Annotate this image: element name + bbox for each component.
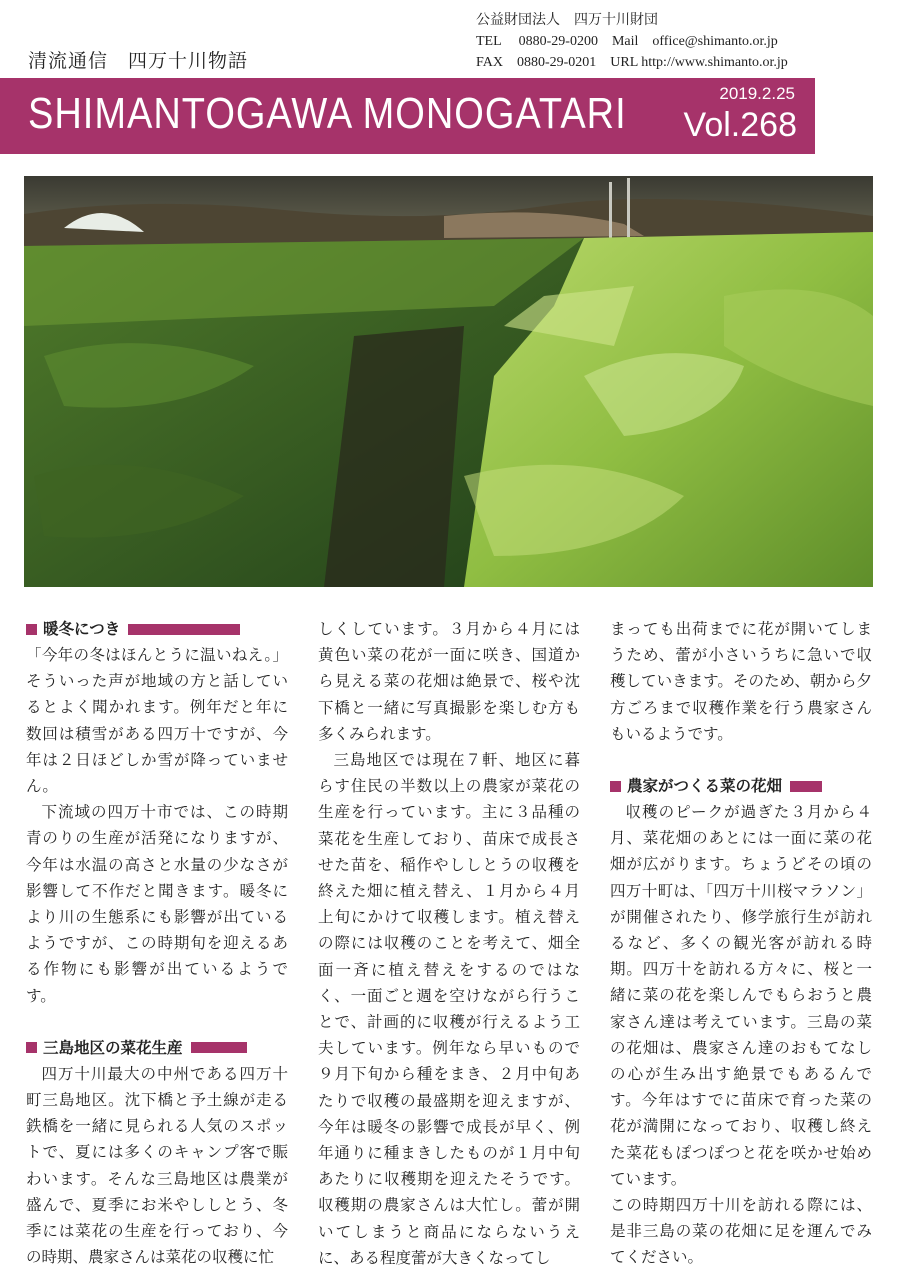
section-heading	[26, 616, 288, 642]
paragraph: 下流域の四万十市では、この時期青のりの生産が活発になりますが、今年は水温の高さと水量の少なさが影響して不作だと聞きます。暖冬により川の生態系にも影響が出ているようですが、この時期旬を迎えるある作物にも影響が出ているようです。	[26, 803, 288, 1005]
heading-text: 暖冬につき	[43, 619, 121, 638]
paragraph: しくしています。３月から４月には黄色い菜の花が一面に咲き、国道から見える菜の花畑は絶景で、桜や沈下橋と一緒に写真撮影を楽しむ方も多くみられます。	[318, 620, 580, 743]
paragraph: この時期四万十川を訪れる際には、是非三島の菜の花畑に足を運んでみてください。	[610, 1196, 872, 1267]
series-title: 清流通信 四万十川物語	[28, 50, 249, 72]
tel-mail-row: TEL 0880-29-0200 Mail office@shimanto.or.jp	[476, 34, 778, 49]
org-name: 公益財団法人 四万十川財団	[476, 13, 658, 28]
heading-text: 農家がつくる菜の花畑	[627, 776, 783, 795]
heading-bar	[191, 1042, 247, 1053]
heading-marker	[26, 1042, 37, 1053]
issue-date: 2019.2.25	[719, 84, 795, 103]
heading-bar	[790, 781, 822, 792]
paragraph: 三島地区では現在７軒、地区に暮らす住民の半数以上の農家が菜花の生産を行っています。主に３品種の菜花を生産しており、苗床で成長させた苗を、稲作やししとうの収穫を終えた畑に植え替え、１月から４月上旬にかけて収穫します。植え替えの際には収穫のことを考えて、畑全面一斉に植え替えをするのではなく、一面ごと週を空けながら行うことで、計画的に収穫が行えるよう工夫しています。例年なら早いもので９月下旬から種をまき、２月中旬あたりで収穫の最盛期を迎えますが、今年は暖冬の影響で成長が早く、例年通りに種まきしたものが１月中旬あたりに収穫期を迎えたそうです。収穫期の農家さんは大忙し。蕾が開いてしまうと商品にならないうえに、ある程度蕾が大きくなってし	[318, 751, 580, 1267]
issue-volume: Vol.268	[683, 106, 797, 144]
title-banner	[0, 78, 815, 154]
heading-bar	[128, 624, 240, 635]
field-photo	[24, 176, 873, 587]
banner-title: SHIMANTOGAWA MONOGATARI	[28, 90, 627, 139]
paragraph: 「今年の冬はほんとうに温いねえ。」そういった声が地域の方と話しているとよく聞かれます。例年だと年に数回は積雪がある四万十ですが、今年は２日ほどしか雪が降っていません。	[26, 646, 288, 796]
paragraph: 四万十川最大の中州である四万十町三島地区。沈下橋と予土線が走る鉄橋を一緒に見られる人気のスポットで、夏には多くのキャンプ客で賑わいます。そんな三島地区は農業が盛んで、夏季にお米やししとう、冬季には菜花の生産を行っており、今の時期、農家さんは菜花の収穫に忙	[26, 1064, 288, 1267]
fax-url-row: FAX 0880-29-0201 URL http://www.shimanto.or.jp	[476, 55, 788, 70]
column-2	[318, 616, 580, 1271]
heading-marker	[26, 624, 37, 635]
column-1	[26, 616, 288, 1270]
section-heading	[610, 773, 872, 799]
paragraph: 収穫のピークが過ぎた３月から４月、菜花畑のあとには一面に菜の花畑が広がります。ちょうどその頃の四万十町は、「四万十川桜マラソン」が開催されたり、修学旅行生が訪れるなど、多くの観光客が訪れる時期。四万十を訪れる方々に、桜と一緒に菜の花を楽しんでもらおうと農家さん達は考えています。三島の菜の花畑は、農家さん達のおもてなしの心が生み出す絶景でもあるんです。今年はすでに苗床で育った菜の花が満開になっており、収穫し終えた菜花もぽつぽつと花を咲かせ始めています。	[610, 803, 872, 1188]
paragraph: まっても出荷までに花が開いてしまうため、蕾が小さいうちに急いで収穫していきます。そのため、朝から夕方ごろまで収穫作業を行う農家さんもいるようです。	[610, 620, 872, 743]
column-3	[610, 616, 872, 1271]
heading-marker	[610, 781, 621, 792]
section-heading	[26, 1035, 288, 1061]
heading-text: 三島地区の菜花生産	[43, 1038, 183, 1057]
contact-block	[476, 10, 788, 73]
